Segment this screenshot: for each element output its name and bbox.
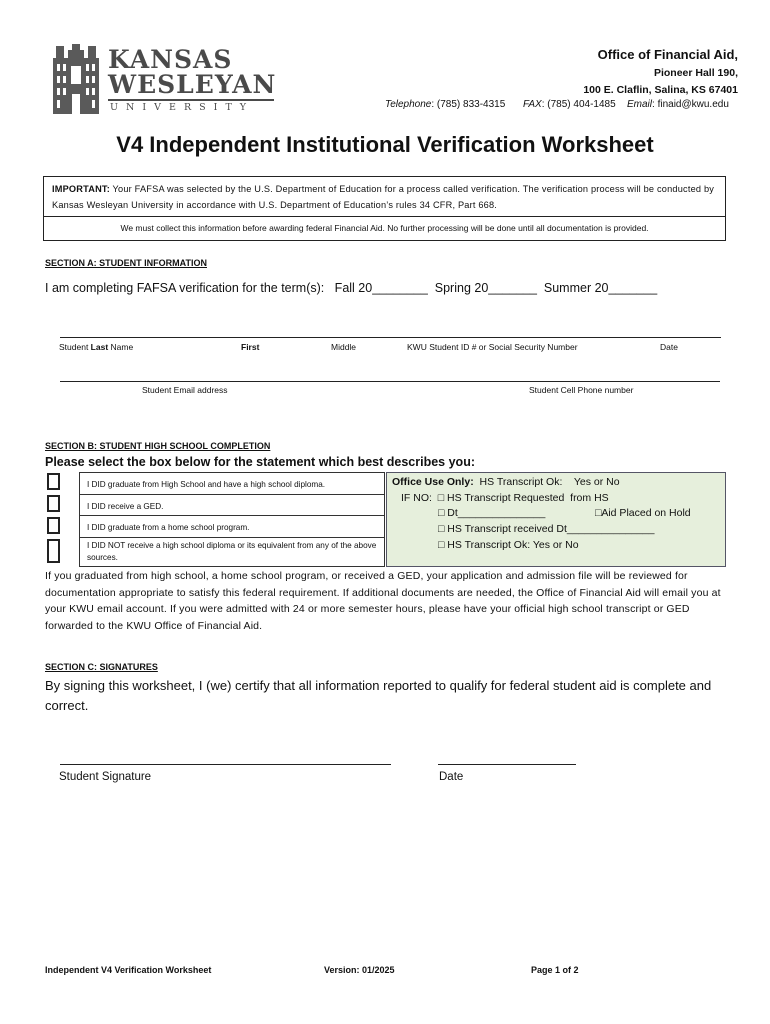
office-use-label: Office Use Only: bbox=[392, 476, 474, 488]
office-use-line-1 bbox=[392, 476, 620, 488]
checkbox-hs-diploma[interactable] bbox=[47, 473, 60, 490]
option-home-school: I DID graduate from a home school program. bbox=[80, 516, 384, 538]
logo-wesleyan: WESLEYAN bbox=[108, 70, 277, 99]
office-use-line-5: □ HS Transcript Ok: Yes or No bbox=[438, 539, 579, 551]
office-use-line-4: □ HS Transcript received Dt_______________ bbox=[438, 523, 655, 535]
middle-name-label: Middle bbox=[331, 342, 357, 352]
office-address: 100 E. Claflin, Salina, KS 67401 bbox=[583, 84, 738, 96]
footer-doc-name: Independent V4 Verification Worksheet bbox=[45, 965, 212, 975]
building-logo-icon bbox=[52, 44, 100, 116]
telephone-value: : (785) 833-4315 bbox=[431, 99, 506, 110]
section-a-heading: SECTION A: STUDENT INFORMATION bbox=[45, 258, 207, 268]
office-use-line-3-left: □ Dt_______________ bbox=[438, 507, 546, 519]
last-name-bold: Last bbox=[90, 342, 109, 352]
fax bbox=[523, 99, 616, 110]
office-use-line-2: IF NO: □ HS Transcript Requested from HS bbox=[401, 492, 609, 504]
name-id-date-field[interactable] bbox=[60, 337, 721, 338]
checkbox-no-diploma[interactable] bbox=[47, 539, 60, 563]
first-name-label: First bbox=[241, 342, 260, 352]
last-name-label bbox=[59, 342, 133, 352]
email-value: : finaid@kwu.edu bbox=[652, 99, 729, 110]
checkbox-ged[interactable] bbox=[47, 495, 60, 512]
page-title: V4 Independent Institutional Verification Worksheet bbox=[116, 132, 654, 157]
important-notice bbox=[43, 176, 726, 241]
option-ged: I DID receive a GED. bbox=[80, 495, 384, 516]
important-body: Your FAFSA was selected by the U.S. Department of Education for a process called verification. The verification process will be conducted by Kansas Wesleyan University in accordance with U.S. Department of Education’s rules 34 CFR, Part 668. bbox=[52, 184, 715, 210]
important-text bbox=[52, 181, 716, 213]
fax-value: : (785) 404-1485 bbox=[541, 99, 616, 110]
student-signature-field[interactable] bbox=[60, 764, 391, 765]
term-selection-line[interactable]: I am completing FAFSA verification for the term(s): Fall 20________ Spring 20_______ Summer 20_______ bbox=[45, 281, 658, 295]
telephone bbox=[385, 99, 505, 110]
signature-date-label: Date bbox=[439, 771, 464, 783]
must-collect-note: We must collect this information before awarding federal Financial Aid. No further processing will be done until all documentation is provided. bbox=[120, 223, 649, 233]
option-no-diploma: I DID NOT receive a high school diploma or its equivalent from any of the above sources. bbox=[87, 541, 377, 562]
cell-phone-label: Student Cell Phone number bbox=[529, 385, 634, 395]
last-name-suffix: Name bbox=[108, 342, 134, 352]
important-label: IMPORTANT: bbox=[52, 184, 110, 194]
office-use-only-box bbox=[386, 472, 726, 567]
office-use-line-3-right: □Aid Placed on Hold bbox=[595, 507, 691, 519]
option-hs-diploma: I DID graduate from High School and have a high school diploma. bbox=[80, 473, 384, 495]
email-address-label: Student Email address bbox=[142, 385, 228, 395]
last-name-prefix: Student bbox=[59, 342, 91, 352]
student-signature-label: Student Signature bbox=[59, 771, 152, 783]
section-b-paragraph: If you graduated from high school, a home school program, or received a GED, your application and admission file will be reviewed for documentation appropriate to satisfy this federal requirement. If additional documents are needed, the Office of Financial Aid will email you at your KWU email account. If you were admitted with 24 or more semester hours, please have your official high school transcript or GED forwarded to the KWU Office of Financial Aid. bbox=[45, 570, 721, 632]
fax-label: FAX bbox=[523, 99, 542, 110]
important-divider bbox=[44, 216, 725, 217]
student-id-label: KWU Student ID # or Social Security Number bbox=[407, 342, 578, 352]
telephone-label: Telephone bbox=[385, 99, 432, 110]
section-c-heading: SECTION C: SIGNATURES bbox=[45, 662, 158, 672]
office-use-transcript-ok: HS Transcript Ok: Yes or No bbox=[473, 476, 620, 488]
section-b-heading: SECTION B: STUDENT HIGH SCHOOL COMPLETION bbox=[45, 441, 271, 451]
footer-version: Version: 01/2025 bbox=[324, 965, 395, 975]
checkbox-home-school[interactable] bbox=[47, 517, 60, 534]
email bbox=[627, 99, 729, 110]
logo-university: U N I V E R S I T Y bbox=[110, 102, 249, 113]
email-label: Email bbox=[627, 99, 653, 110]
section-b-prompt: Please select the box below for the statement which best describes you: bbox=[45, 455, 475, 469]
office-name: Office of Financial Aid, bbox=[597, 47, 738, 62]
email-phone-field[interactable] bbox=[60, 381, 720, 382]
logo-rule bbox=[108, 99, 274, 101]
logo-kansas: KANSAS bbox=[108, 45, 233, 74]
signature-date-field[interactable] bbox=[438, 764, 576, 765]
office-building: Pioneer Hall 190, bbox=[653, 67, 738, 79]
university-logo bbox=[52, 44, 282, 116]
footer-page-number: Page 1 of 2 bbox=[531, 965, 579, 975]
completion-options-table bbox=[79, 472, 385, 567]
date-label: Date bbox=[660, 342, 678, 352]
certification-statement: By signing this worksheet, I (we) certify that all information reported to qualify for federal student aid is complete and correct. bbox=[45, 678, 712, 713]
